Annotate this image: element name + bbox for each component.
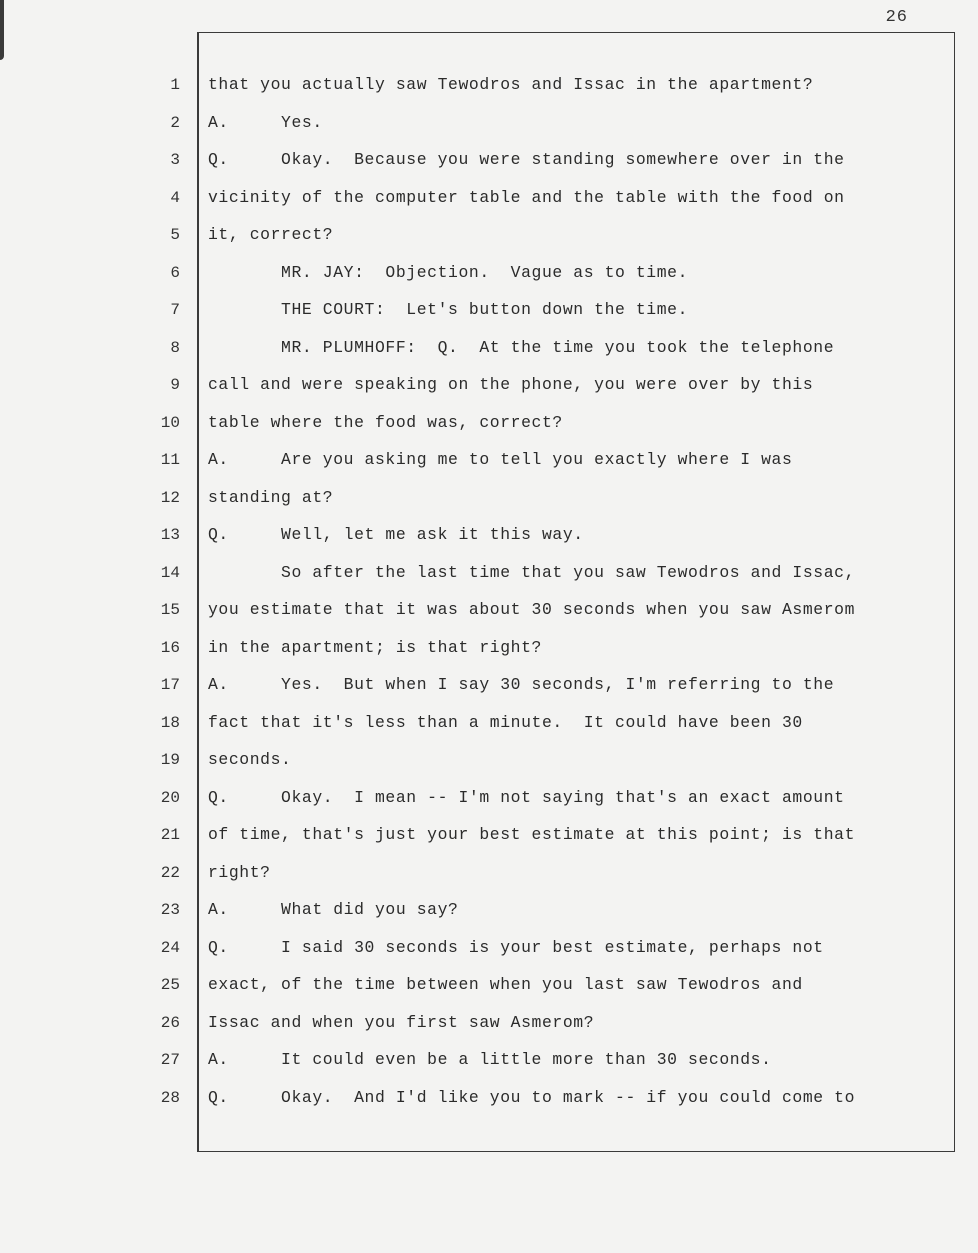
line-number: 28 — [160, 1088, 180, 1107]
line-number: 22 — [160, 863, 180, 882]
line-number: 18 — [160, 713, 180, 732]
transcript-line — [0, 933, 978, 971]
line-number: 1 — [170, 76, 180, 94]
line-text: THE COURT: Let's button down the time. — [208, 300, 689, 319]
line-number: 9 — [170, 376, 180, 394]
line-number: 26 — [160, 1013, 180, 1032]
line-text: right? — [208, 862, 271, 882]
transcript-line — [0, 633, 978, 671]
transcript-line — [0, 258, 978, 296]
line-text: of time, that's just your best estimate at this point; is that — [208, 825, 856, 844]
line-text: fact that it's less than a minute. It could have been 30 — [208, 712, 803, 732]
transcript-line — [0, 370, 978, 408]
transcript-line — [0, 70, 978, 108]
line-number: 27 — [160, 1051, 180, 1069]
transcript-line — [0, 108, 978, 146]
line-text: Q. Okay. And I'd like you to mark -- if you could come to — [208, 1087, 856, 1107]
line-number: 13 — [160, 526, 180, 544]
transcript-lines — [0, 70, 978, 1120]
transcript-line — [0, 520, 978, 558]
transcript-line — [0, 145, 978, 183]
line-number: 16 — [160, 638, 180, 657]
line-text: you estimate that it was about 30 seconds when you saw Asmerom — [208, 600, 856, 619]
line-text: standing at? — [208, 487, 334, 507]
transcript-line — [0, 483, 978, 521]
transcript-line — [0, 1008, 978, 1046]
transcript-line — [0, 183, 978, 221]
line-number: 4 — [170, 188, 180, 207]
line-number: 11 — [160, 451, 180, 469]
line-number: 19 — [160, 751, 180, 769]
scan-edge — [0, 0, 4, 60]
line-number: 7 — [170, 301, 180, 319]
line-text: it, correct? — [208, 225, 334, 244]
line-text: A. Yes. — [208, 112, 323, 132]
line-text: call and were speaking on the phone, you were over by this — [208, 375, 814, 394]
transcript-line — [0, 333, 978, 371]
line-text: A. Are you asking me to tell you exactly where I was — [208, 450, 793, 469]
transcript-line — [0, 445, 978, 483]
line-number: 24 — [160, 938, 180, 957]
line-text: MR. JAY: Objection. Vague as to time. — [208, 262, 689, 282]
line-text: Issac and when you first saw Asmerom? — [208, 1012, 595, 1032]
transcript-line — [0, 408, 978, 446]
line-number: 2 — [170, 113, 180, 132]
line-text: A. What did you say? — [208, 900, 459, 919]
line-text: exact, of the time between when you last saw Tewodros and — [208, 975, 803, 994]
line-number: 3 — [170, 151, 180, 169]
line-number: 8 — [170, 338, 180, 357]
line-number: 20 — [160, 788, 180, 807]
line-text: in the apartment; is that right? — [208, 637, 542, 657]
line-number: 14 — [160, 563, 180, 582]
transcript-line — [0, 745, 978, 783]
page-number: 26 — [885, 8, 908, 27]
transcript-line — [0, 670, 978, 708]
line-text: table where the food was, correct? — [208, 412, 563, 432]
line-text: Q. Okay. Because you were standing somewhere over in the — [208, 150, 845, 169]
transcript-line — [0, 220, 978, 258]
line-text: So after the last time that you saw Tewodros and Issac, — [208, 562, 856, 582]
transcript-line — [0, 858, 978, 896]
transcript-line — [0, 708, 978, 746]
transcript-line — [0, 558, 978, 596]
line-number: 25 — [160, 976, 180, 994]
line-number: 23 — [160, 901, 180, 919]
transcript-line — [0, 1083, 978, 1121]
line-text: Q. Okay. I mean -- I'm not saying that's an exact amount — [208, 787, 845, 807]
line-text: that you actually saw Tewodros and Issac in the apartment? — [208, 75, 814, 94]
transcript-line — [0, 970, 978, 1008]
line-text: A. Yes. But when I say 30 seconds, I'm referring to the — [208, 675, 835, 694]
transcript-line — [0, 1045, 978, 1083]
line-text: seconds. — [208, 750, 292, 769]
transcript-line — [0, 783, 978, 821]
line-text: Q. I said 30 seconds is your best estimate, perhaps not — [208, 937, 824, 957]
line-text: A. It could even be a little more than 30 seconds. — [208, 1050, 772, 1069]
line-text: Q. Well, let me ask it this way. — [208, 525, 584, 544]
line-number: 17 — [160, 676, 180, 694]
line-number: 10 — [160, 413, 180, 432]
transcript-line — [0, 595, 978, 633]
line-number: 6 — [170, 263, 180, 282]
line-number: 15 — [160, 601, 180, 619]
transcript-line — [0, 895, 978, 933]
line-number: 5 — [170, 226, 180, 244]
transcript-line — [0, 295, 978, 333]
line-number: 12 — [160, 488, 180, 507]
line-number: 21 — [160, 826, 180, 844]
line-text: MR. PLUMHOFF: Q. At the time you took the telephone — [208, 337, 835, 357]
transcript-line — [0, 820, 978, 858]
line-text: vicinity of the computer table and the table with the food on — [208, 187, 845, 207]
